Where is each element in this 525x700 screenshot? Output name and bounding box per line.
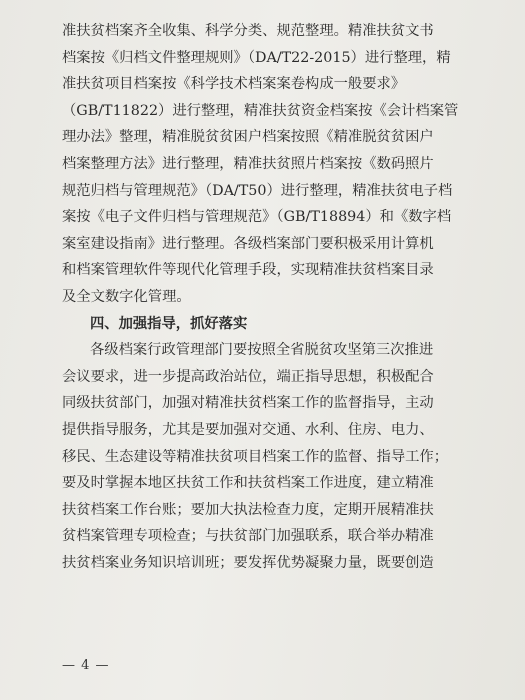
document-body xyxy=(62,18,502,576)
section-heading: 四、加强指导，抓好落实 xyxy=(90,315,248,332)
section-line-9: 扶贫档案业务知识培训班；要发挥优势凝聚力量，既要创造 xyxy=(62,554,434,571)
body-line-2: 档案按《归档文件整理规则》（DA/T22-2015）进行整理，精 xyxy=(62,49,451,66)
body-line-7: 规范归档与管理规范》（DA/T50）进行整理，精准扶贫电子档 xyxy=(62,182,453,199)
body-line-10: 和档案管理软件等现代化管理手段，实现精准扶贫档案目录 xyxy=(62,262,434,279)
body-line-9: 案室建设指南》进行整理。各级档案部门要积极采用计算机 xyxy=(62,235,434,252)
body-line-8: 案按《电子文件归档与管理规范》（GB/T18894）和《数字档 xyxy=(62,209,452,226)
section-line-2: 会议要求，进一步提高政治站位，端正指导思想，积极配合 xyxy=(62,368,434,385)
section-line-8: 贫档案管理专项检查；与扶贫部门加强联系，联合举办精准 xyxy=(62,528,434,545)
section-line-6: 要及时掌握本地区扶贫工作和扶贫档案工作进度，建立精准 xyxy=(62,475,434,492)
section-line-3: 同级扶贫部门，加强对精准扶贫档案工作的监督指导，主动 xyxy=(62,395,434,412)
body-line-6: 档案整理方法》进行整理，精准扶贫照片档案按《数码照片 xyxy=(62,155,434,172)
body-line-1: 准扶贫档案齐全收集、科学分类、规范整理。精准扶贫文书 xyxy=(62,23,434,39)
body-line-3: 准扶贫项目档案按《科学技术档案案卷构成一般要求》 xyxy=(62,76,406,93)
page-number: — 4 — xyxy=(62,658,110,673)
section-line-5: 移民、生态建设等精准扶贫项目档案工作的监督、指导工作； xyxy=(62,448,449,465)
body-line-11: 及全文数字化管理。 xyxy=(62,288,191,305)
section-line-4: 提供指导服务，尤其是要加强对交通、水利、住房、电力、 xyxy=(62,421,434,438)
section-line-1: 各级档案行政管理部门要按照全省脱贫攻坚第三次推进 xyxy=(90,342,434,359)
section-line-7: 扶贫档案工作台账；要加大执法检查力度，定期开展精准扶 xyxy=(62,501,434,518)
body-line-5: 理办法》整理，精准脱贫贫困户档案按照《精准脱贫贫困户 xyxy=(62,129,434,146)
body-line-4: （GB/T11822）进行整理，精准扶贫资金档案按《会计档案管 xyxy=(62,102,459,119)
